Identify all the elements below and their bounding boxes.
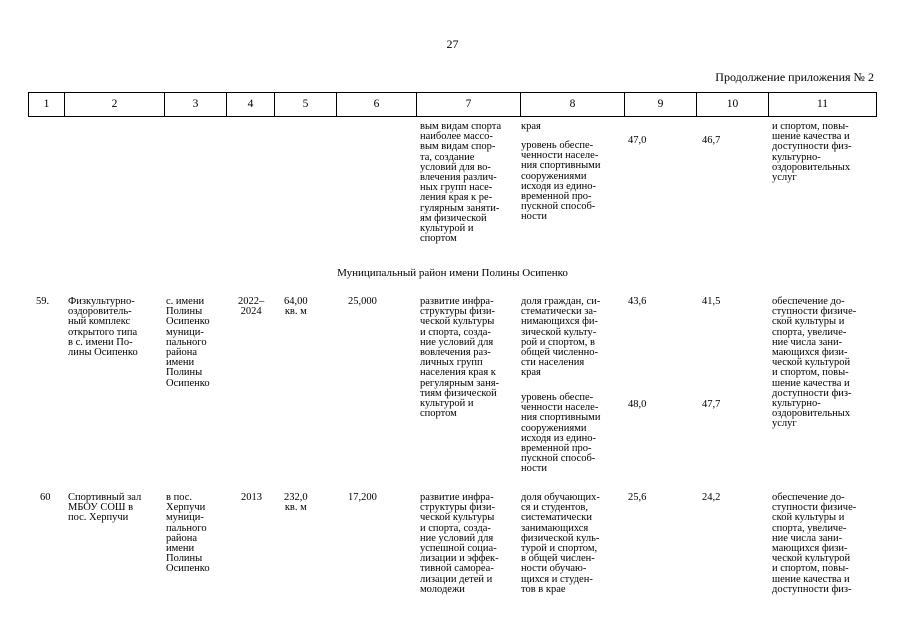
indicator-1-value-10: 41,5 xyxy=(702,296,721,307)
cost: 17,200 xyxy=(348,492,377,503)
expected-result: обеспечение до- ступности физиче- ской культуры и спорта, увеличе- ние числа зани- мающихся физи- ческой культурой и спортом, повы- шение качества и доступности физ- культурно- оздоровительных услуг xyxy=(772,296,857,430)
location: с. имени Полины Осипенко муници- пального района имени Полины Осипенко xyxy=(166,296,210,389)
header-cell-3: 3 xyxy=(165,93,227,116)
indicator-1: доля граждан, си- стематически за- нимающихся фи- зической культу- рой и спортом, в общей численно- сти населения края xyxy=(521,296,601,379)
header-cell-11: 11 xyxy=(816,98,829,110)
capacity: 232,0 кв. м xyxy=(284,492,308,514)
indicator-2-value-10: 47,7 xyxy=(702,399,721,410)
indicator-1-value-9: 43,6 xyxy=(628,296,647,307)
table-header xyxy=(28,92,877,117)
page-number: 27 xyxy=(446,37,459,51)
prev-row-value-9: 47,0 xyxy=(628,135,647,146)
goal: развитие инфра- структуры физи- ческой культуры и спорта, созда- ние условий для успешной социа- лизации и эффек- тивной самореа- лизации детей и молодежи xyxy=(420,492,499,595)
period: 2022– 2024 xyxy=(238,296,265,318)
header-cell-2: 2 xyxy=(65,93,165,116)
period: 2013 xyxy=(241,492,262,503)
expected-result: обеспечение до- ступности физиче- ской культуры и спорта, увеличе- ние числа зани- мающихся физи- ческой культурой и спортом, повы- шение качества и доступности физ- xyxy=(772,492,857,595)
prev-row-goal: вым видам спорта наиболее массо- вым видам спор- та, создание условий для во- влечения различ- ных групп насе- ления края к ре- гулярным заняти- ям физической культурой и спортом xyxy=(420,121,502,245)
indicator-1-value-10: 24,2 xyxy=(702,492,721,503)
header-cell-6: 6 xyxy=(337,93,417,116)
object-name: Спортивный зал МБОУ СОШ в пос. Херпучи xyxy=(68,492,142,524)
header-cell-5: 5 xyxy=(275,93,337,116)
indicator-1: доля обучающих- ся и студентов, систематически занимающихся физической куль- турой и спортом, в общей числен- ности обучаю- щихся и студен- тов в крае xyxy=(521,492,600,595)
indicator-2-value-9: 48,0 xyxy=(628,399,647,410)
header-cell-7: 7 xyxy=(417,93,521,116)
cost: 25,000 xyxy=(348,296,377,307)
indicator-2: уровень обеспе- ченности населе- ния спортивными сооружениями исходя из едино- временной про- пускной способ- ности xyxy=(521,392,601,475)
district-heading: Муниципальный район имени Полины Осипенко xyxy=(337,267,568,279)
header-cell-8: 8 xyxy=(521,93,625,116)
header-cell-9: 9 xyxy=(625,93,697,116)
prev-row-indicator-tail: края xyxy=(521,121,541,132)
object-name: Физкультурно- оздоровитель- ный комплекс открытого типа в с. имени По- лины Осипенко xyxy=(68,296,138,359)
header-cell-1: 1 xyxy=(29,93,65,116)
continuation-label: Продолжение приложения № 2 xyxy=(715,70,874,84)
goal: развитие инфра- структуры физи- ческой культуры и спорта, созда- ние условий для вовлечения раз- личных групп населения края к регулярным заня- тиям физической культурой и спортом xyxy=(420,296,500,420)
header-cell-4: 4 xyxy=(227,93,275,116)
header-cell-10: 10 xyxy=(697,93,769,116)
row-number: 60 xyxy=(40,492,51,503)
capacity: 64,00 кв. м xyxy=(284,296,308,318)
prev-row-value-10: 46,7 xyxy=(702,135,721,146)
indicator-1-value-9: 25,6 xyxy=(628,492,647,503)
location: в пос. Херпучи муници- пального района имени Полины Осипенко xyxy=(166,492,210,575)
row-number: 59. xyxy=(36,296,50,307)
prev-row-indicator: уровень обеспе- ченности населе- ния спортивными сооружениями исходя из едино- временной про- пускной способ- ности xyxy=(521,140,601,223)
prev-row-result: и спортом, повы- шение качества и доступности физ- культурно- оздоровительных услуг xyxy=(772,121,852,184)
